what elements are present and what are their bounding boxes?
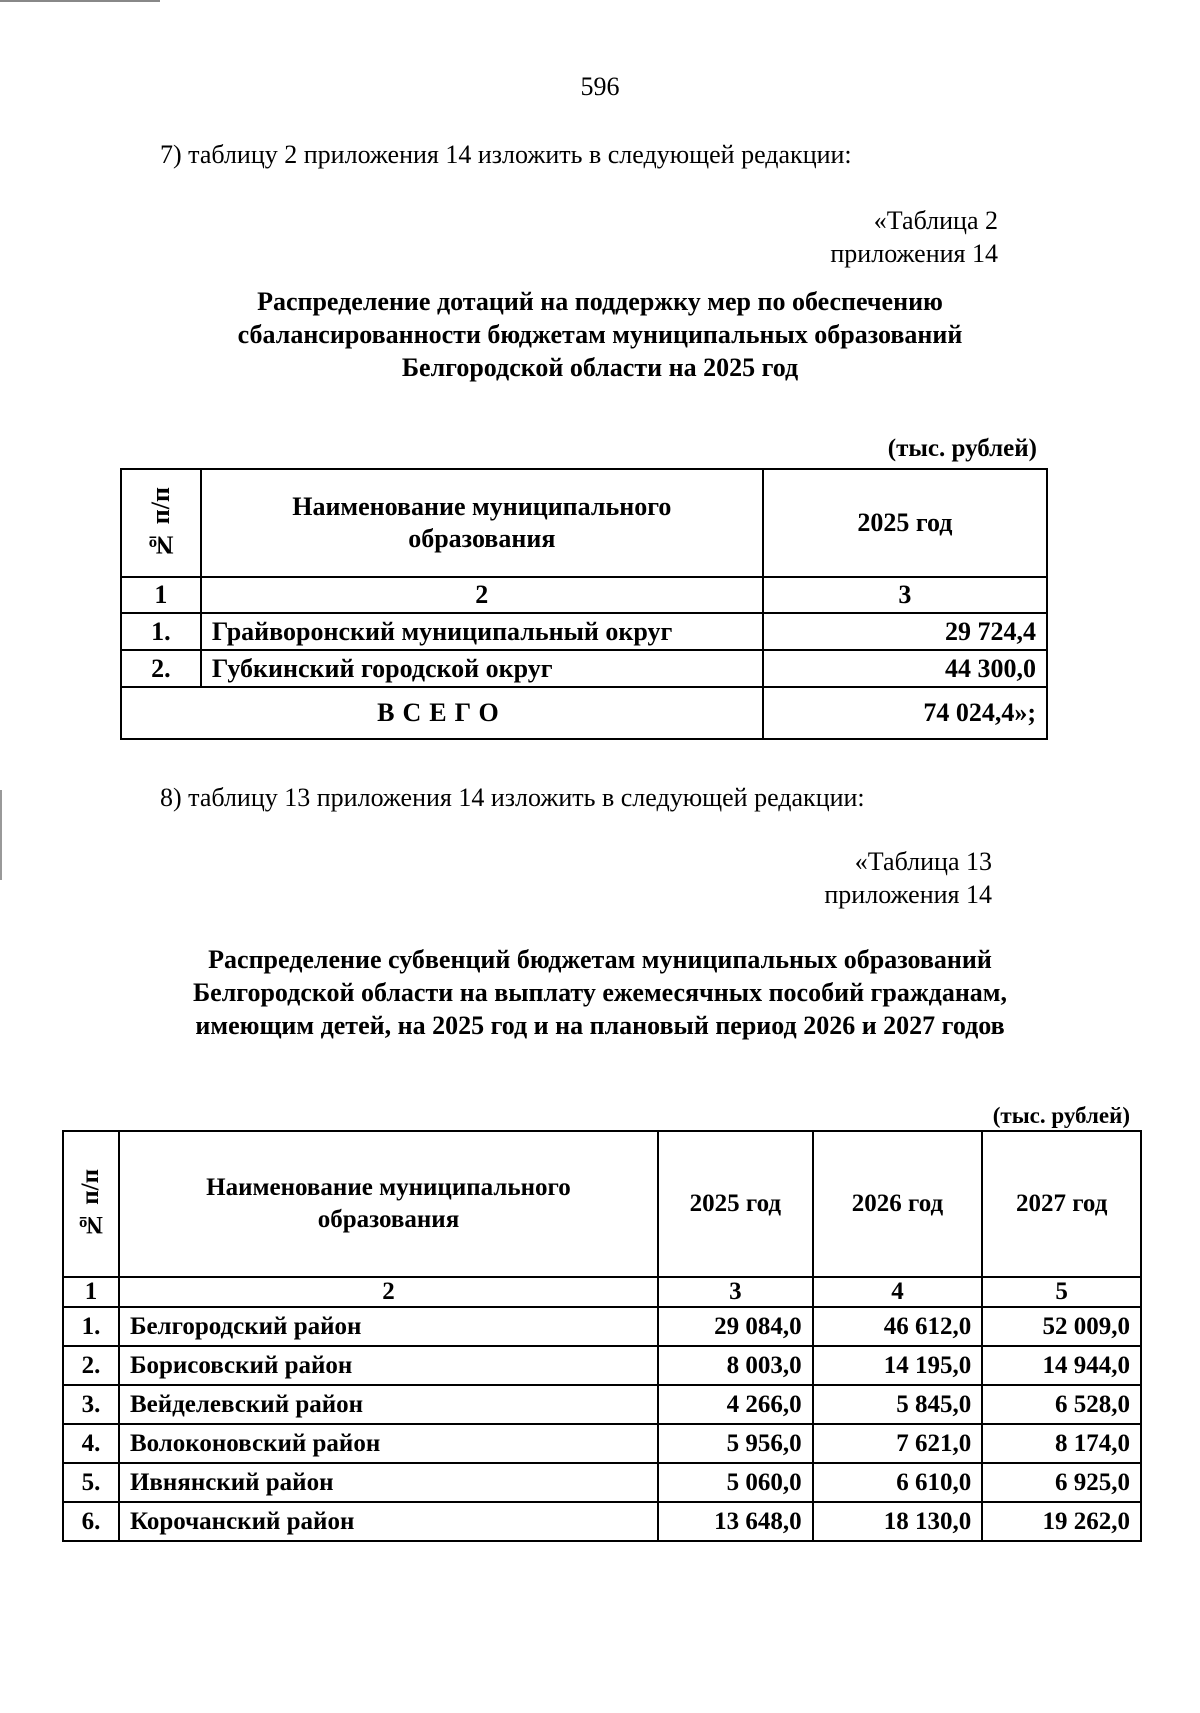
row-num: 4.	[63, 1424, 119, 1463]
header-2026: 2026 год	[813, 1131, 983, 1277]
row-2026: 14 195,0	[813, 1346, 983, 1385]
table-row	[63, 1424, 1141, 1463]
scan-margin-mark	[0, 790, 2, 880]
row-name: Грайворонский муниципальный округ	[201, 613, 763, 650]
row-2026: 5 845,0	[813, 1385, 983, 1424]
table2-reference	[600, 204, 998, 270]
row-2025: 4 266,0	[658, 1385, 813, 1424]
index-cell: 1	[121, 577, 201, 613]
table13-unit: (тыс. рублей)	[992, 1103, 1130, 1128]
table13-title	[0, 943, 1200, 1042]
table-row	[121, 613, 1047, 650]
header-name: Наименование муниципального образования	[119, 1131, 658, 1277]
table2-total-row	[121, 687, 1047, 739]
table13-reference-line1: «Таблица 13	[854, 847, 992, 876]
index-cell: 2	[201, 577, 763, 613]
index-cell: 1	[63, 1277, 119, 1307]
row-num: 5.	[63, 1463, 119, 1502]
row-2025: 13 648,0	[658, 1502, 813, 1541]
table13-index-row	[63, 1277, 1141, 1307]
table-row	[63, 1307, 1141, 1346]
row-num: 2.	[63, 1346, 119, 1385]
header-2027: 2027 год	[982, 1131, 1141, 1277]
total-2025: 74 024,4»;	[763, 687, 1047, 739]
row-2026: 18 130,0	[813, 1502, 983, 1541]
row-name: Корочанский район	[119, 1502, 658, 1541]
header-2025: 2025 год	[763, 469, 1047, 577]
row-num: 6.	[63, 1502, 119, 1541]
table2-title-line2: сбалансированности бюджетам муниципальных образований	[237, 320, 963, 349]
table13	[62, 1130, 1142, 1542]
table2-reference-line1: «Таблица 2	[873, 206, 998, 235]
table2-title-line1: Распределение дотаций на поддержку мер по обеспечению	[257, 287, 943, 316]
row-num: 1.	[63, 1307, 119, 1346]
table2-unit: (тыс. рублей)	[887, 435, 1037, 462]
row-name: Волоконовский район	[119, 1424, 658, 1463]
index-cell: 4	[813, 1277, 983, 1307]
total-label: ВСЕГО	[121, 687, 763, 739]
table2-title	[0, 285, 1200, 384]
row-2026: 7 621,0	[813, 1424, 983, 1463]
table2-title-line3: Белгородской области на 2025 год	[401, 353, 799, 382]
table-row	[63, 1385, 1141, 1424]
row-2025: 29 724,4	[763, 613, 1047, 650]
header-num-cell	[63, 1131, 119, 1277]
row-2025: 29 084,0	[658, 1307, 813, 1346]
header-num-cell	[121, 469, 201, 577]
table-row	[63, 1463, 1141, 1502]
scan-edge-line	[0, 0, 160, 2]
row-name: Ивнянский район	[119, 1463, 658, 1502]
header-name: Наименование муниципального образования	[201, 469, 763, 577]
index-cell: 3	[658, 1277, 813, 1307]
table-row	[121, 650, 1047, 687]
header-num: № п/п	[76, 1169, 104, 1239]
index-cell: 5	[982, 1277, 1141, 1307]
row-2027: 8 174,0	[982, 1424, 1141, 1463]
table2-header-row	[121, 469, 1047, 577]
row-name: Губкинский городской округ	[201, 650, 763, 687]
instruction-8: 8) таблицу 13 приложения 14 изложить в следующей редакции:	[160, 783, 865, 812]
table-row	[63, 1502, 1141, 1541]
row-name: Белгородский район	[119, 1307, 658, 1346]
header-2025: 2025 год	[658, 1131, 813, 1277]
row-2027: 6 528,0	[982, 1385, 1141, 1424]
row-2027: 52 009,0	[982, 1307, 1141, 1346]
page-number: 596	[580, 72, 620, 101]
table2-index-row	[121, 577, 1047, 613]
row-num: 1.	[121, 613, 201, 650]
row-2025: 8 003,0	[658, 1346, 813, 1385]
row-2027: 6 925,0	[982, 1463, 1141, 1502]
row-name: Борисовский район	[119, 1346, 658, 1385]
header-num: № п/п	[145, 486, 175, 560]
instruction-7: 7) таблицу 2 приложения 14 изложить в следующей редакции:	[160, 140, 852, 169]
table13-title-line1: Распределение субвенций бюджетам муниципальных образований	[208, 945, 992, 974]
row-num: 2.	[121, 650, 201, 687]
row-2026: 46 612,0	[813, 1307, 983, 1346]
row-name: Вейделевский район	[119, 1385, 658, 1424]
table13-reference-line2: приложения 14	[824, 880, 992, 909]
table2-reference-line2: приложения 14	[830, 239, 998, 268]
row-2027: 14 944,0	[982, 1346, 1141, 1385]
row-2025: 5 956,0	[658, 1424, 813, 1463]
table-row	[63, 1346, 1141, 1385]
row-2026: 6 610,0	[813, 1463, 983, 1502]
table13-title-line2: Белгородской области на выплату ежемесячных пособий гражданам,	[192, 978, 1008, 1007]
row-2025: 5 060,0	[658, 1463, 813, 1502]
table2	[120, 468, 1048, 740]
table13-reference	[600, 845, 992, 911]
index-cell: 3	[763, 577, 1047, 613]
row-num: 3.	[63, 1385, 119, 1424]
index-cell: 2	[119, 1277, 658, 1307]
row-2027: 19 262,0	[982, 1502, 1141, 1541]
row-2025: 44 300,0	[763, 650, 1047, 687]
table13-title-line3: имеющим детей, на 2025 год и на плановый период 2026 и 2027 годов	[195, 1011, 1005, 1040]
table13-header-row	[63, 1131, 1141, 1277]
